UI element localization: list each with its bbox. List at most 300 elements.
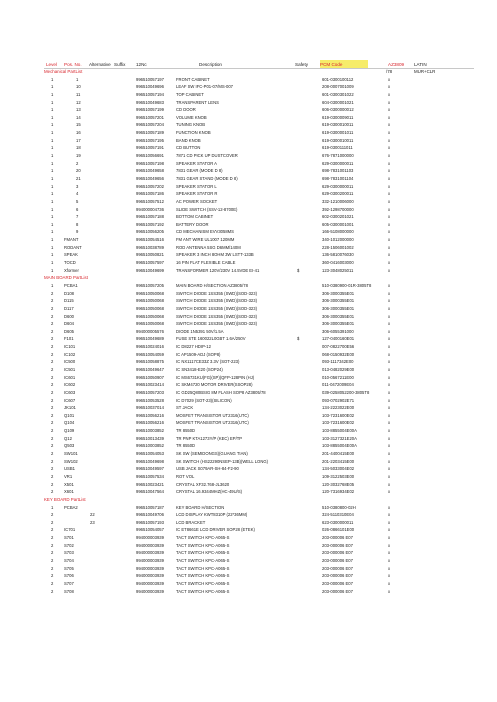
level-cell: 1 bbox=[51, 206, 54, 212]
pcm-code-cell: 360-0416003000 bbox=[322, 260, 354, 266]
mark-cell: x bbox=[388, 130, 391, 136]
description-cell: IC MS6731KU(FG)(SP)(QFP-128PIN (HJ) bbox=[176, 374, 255, 380]
table-row bbox=[0, 190, 497, 198]
table-row bbox=[0, 412, 497, 420]
description-cell: FRONT CABINET bbox=[176, 76, 210, 82]
mark-cell: x bbox=[388, 267, 391, 273]
twelvenc-cell: 996510057187 bbox=[136, 504, 164, 510]
mark-cell: x bbox=[388, 145, 391, 151]
twelvenc-cell: 996510038789 bbox=[136, 244, 164, 250]
pcm-code-cell: 306-6055391000 bbox=[322, 328, 354, 334]
mark-cell: x bbox=[388, 84, 391, 90]
mark-cell: x bbox=[388, 565, 391, 571]
pcm-code-cell: 306-3000355E01 bbox=[322, 305, 355, 311]
level-cell: 1 bbox=[51, 282, 54, 288]
table-row bbox=[0, 114, 497, 122]
level-cell: 1 bbox=[51, 198, 54, 204]
pcm-code-cell: 166-5108000000 bbox=[322, 229, 354, 235]
level-cell: 2 bbox=[51, 443, 54, 449]
pos-no-cell: 8 bbox=[76, 221, 79, 227]
level-cell: 2 bbox=[51, 512, 54, 518]
pcm-code-cell: 619-0300111011 bbox=[322, 145, 353, 151]
mark-cell: x bbox=[388, 168, 391, 174]
twelvenc-cell: 996510023421 bbox=[136, 481, 164, 487]
pcm-code-cell: 203-000006 E07 bbox=[322, 573, 353, 579]
pos-no-cell: IC500 bbox=[64, 359, 76, 365]
twelvenc-cell: 996510056216 bbox=[136, 412, 164, 418]
twelvenc-cell: 996510013439 bbox=[136, 435, 164, 441]
description-cell: TACT SWITCH KPC-A065-S bbox=[176, 580, 230, 586]
description-cell: IC AP1509-ADJ (SOP8) bbox=[176, 351, 221, 357]
table-row bbox=[0, 381, 497, 389]
twelvenc-cell: 996510057189 bbox=[136, 130, 164, 136]
level-cell: 1 bbox=[51, 237, 54, 243]
table-row bbox=[0, 549, 497, 557]
level-cell: 2 bbox=[51, 573, 54, 579]
description-cell: USB JACK S079AR-SH-84-F2-90 bbox=[176, 466, 239, 472]
pos-no-cell: SW102 bbox=[64, 458, 78, 464]
table-row bbox=[0, 335, 497, 343]
table-row bbox=[0, 236, 497, 244]
pcm-code-cell: 306-3000355E01 bbox=[322, 298, 355, 304]
level-cell: 1 bbox=[51, 84, 54, 90]
level-cell: 2 bbox=[51, 466, 54, 472]
pos-no-cell: 7 bbox=[76, 214, 79, 220]
description-cell: TOP CABINET bbox=[176, 91, 204, 97]
table-row bbox=[0, 297, 497, 305]
twelvenc-cell: 996510049683 bbox=[136, 99, 164, 105]
description-cell: CD DOOR bbox=[176, 107, 196, 113]
level-cell: 1 bbox=[51, 145, 54, 151]
level-cell: 1 bbox=[51, 260, 54, 266]
mark-cell: x bbox=[388, 183, 391, 189]
mark-cell: x bbox=[388, 489, 391, 495]
safety-cell: $ bbox=[297, 267, 300, 273]
table-row bbox=[0, 313, 497, 321]
twelvenc-cell: 994000003939 bbox=[136, 565, 164, 571]
table-row bbox=[0, 504, 497, 512]
mark-cell: x bbox=[388, 191, 391, 197]
pcm-code-cell: 228-1506001002 bbox=[322, 244, 354, 250]
pos-no-cell: IC102 bbox=[64, 351, 76, 357]
twelvenc-cell: 996510057202 bbox=[136, 183, 164, 189]
pcm-code-cell: 629-0300000011 bbox=[322, 160, 354, 166]
mark-cell: x bbox=[388, 573, 391, 579]
table-row bbox=[0, 481, 497, 489]
pos-no-cell: SW101 bbox=[64, 451, 78, 457]
pos-no-cell: 13 bbox=[76, 107, 81, 113]
header-pcm-code: PCM Code bbox=[320, 60, 368, 69]
mark-cell: x bbox=[388, 512, 391, 518]
description-cell: TUNING KNOB bbox=[176, 122, 206, 128]
twelvenc-cell: 996510057197 bbox=[136, 76, 164, 82]
pos-no-cell: Q101 bbox=[64, 412, 75, 418]
level-cell: 1 bbox=[51, 221, 54, 227]
pos-no-cell: VR1 bbox=[64, 473, 73, 479]
table-row bbox=[0, 519, 497, 527]
description-cell: BATTERY DOOR bbox=[176, 221, 209, 227]
mark-cell: x bbox=[388, 321, 391, 327]
pos-no-cell: F101 bbox=[64, 336, 74, 342]
twelvenc-cell: 996510049597 bbox=[136, 466, 164, 472]
twelvenc-cell: 996510050068 bbox=[136, 298, 164, 304]
description-cell: KEY BOARD H/SECTION bbox=[176, 504, 225, 510]
twelvenc-cell: 996510056205 bbox=[136, 229, 164, 235]
pos-no-cell: X501 bbox=[64, 481, 74, 487]
level-cell: 2 bbox=[51, 558, 54, 563]
pos-no-cell: 4 bbox=[76, 191, 79, 197]
pos-no-cell: S706 bbox=[64, 573, 74, 579]
description-cell: SK SW (SEMIDONGS)(GUANG TIAN) bbox=[176, 451, 248, 457]
mark-cell: x bbox=[388, 535, 391, 541]
table-row bbox=[0, 213, 497, 221]
pcm-code-cell: 306-3000355E01 bbox=[322, 313, 355, 319]
table-row bbox=[0, 588, 497, 596]
twelvenc-cell: 994000003939 bbox=[136, 550, 164, 556]
level-cell: 2 bbox=[51, 359, 54, 365]
twelvenc-cell: 996510057203 bbox=[136, 389, 164, 395]
table-row bbox=[0, 221, 497, 229]
description-cell: TR PNP KTA1273Y/P (KEC) EP/TP bbox=[176, 435, 243, 441]
twelvenc-cell: 994000004736 bbox=[136, 206, 164, 212]
level-cell: 2 bbox=[51, 481, 54, 487]
table-row bbox=[0, 251, 497, 259]
level-cell: 1 bbox=[51, 153, 54, 159]
mark-cell: x bbox=[388, 305, 391, 311]
pos-no-cell: D117 bbox=[64, 305, 74, 311]
twelvenc-cell: 996510050068 bbox=[136, 305, 164, 311]
table-row bbox=[0, 557, 497, 565]
table-row bbox=[0, 328, 497, 336]
description-cell: ROD ANTENNA 5SG D6MM/140M bbox=[176, 244, 241, 250]
twelvenc-cell: 996510049647 bbox=[136, 366, 164, 372]
pcm-code-cell: 698-7831001104 bbox=[322, 175, 354, 181]
twelvenc-cell: 996510057191 bbox=[136, 145, 164, 151]
mark-cell: x bbox=[388, 405, 391, 411]
pcm-code-cell: 103-8855004E00A bbox=[322, 443, 357, 449]
table-row bbox=[0, 511, 497, 519]
mark-cell: x bbox=[388, 458, 391, 464]
twelvenc-cell: 996510054057 bbox=[136, 527, 164, 533]
description-cell: 7871 CD PICK UP DUSTCOVER bbox=[176, 153, 238, 159]
mark-cell: x bbox=[388, 443, 391, 449]
mark-cell: x bbox=[388, 527, 391, 533]
description-cell: TACT SWITCH KPC-A065-S bbox=[176, 565, 230, 571]
pcm-code-cell: 605-0300001001 bbox=[322, 221, 354, 227]
pos-no-cell: 5 bbox=[76, 198, 79, 204]
twelvenc-cell: 996510003852 bbox=[136, 428, 164, 434]
mark-cell: x bbox=[388, 221, 391, 227]
mark-cell: x bbox=[388, 481, 391, 487]
level-cell: 1 bbox=[51, 91, 54, 97]
twelvenc-cell: 996510057597 bbox=[136, 260, 164, 266]
description-cell: IC GD25Q80BSIG 8M FLASH SOP8 AZ3805/78 bbox=[176, 389, 266, 395]
section-title bbox=[0, 274, 497, 282]
pcm-code-cell: 120-7316934E02 bbox=[322, 489, 355, 495]
mark-cell: x bbox=[388, 107, 391, 113]
level-cell: 2 bbox=[51, 336, 54, 342]
table-row bbox=[0, 244, 497, 252]
header-suffix: Suffix bbox=[114, 62, 126, 67]
twelvenc-cell: 996510023414 bbox=[136, 382, 164, 388]
table-row bbox=[0, 144, 497, 152]
description-cell: LCD DISPLAY KWT8310P (22*36MM) bbox=[176, 512, 248, 518]
twelvenc-cell: 996510054059 bbox=[136, 351, 164, 357]
mark-cell: x bbox=[388, 588, 391, 594]
twelvenc-cell: 996510049658 bbox=[136, 168, 164, 174]
header-latin: LATIN bbox=[414, 62, 427, 67]
description-cell: SPEAKER 3 INCH 8OHM 3W LSTT-133B bbox=[176, 252, 254, 258]
level-cell: 1 bbox=[51, 99, 54, 105]
pcm-code-cell: 601-0300100112 bbox=[322, 76, 354, 82]
twelvenc-cell: 996510057201 bbox=[136, 114, 164, 120]
twelvenc-cell: 996510057192 bbox=[136, 221, 164, 227]
twelvenc-cell: 996510049696 bbox=[136, 84, 164, 90]
pcm-code-cell: 068-0150932E00 bbox=[322, 351, 355, 357]
level-cell: 1 bbox=[51, 504, 54, 510]
level-cell: 2 bbox=[51, 458, 54, 464]
pcm-code-cell: 332-1210006000 bbox=[322, 198, 354, 204]
pcm-code-cell: 604-0300001021 bbox=[322, 99, 354, 105]
pcm-code-cell: 007-0822700E56 bbox=[322, 344, 355, 350]
level-cell: 2 bbox=[51, 366, 54, 372]
description-cell: TACT SWITCH KPC-A065-S bbox=[176, 542, 230, 548]
pos-no-cell: 6 bbox=[76, 206, 79, 212]
level-cell: 1 bbox=[51, 267, 54, 273]
description-cell: FUNCTION KNOB bbox=[176, 130, 211, 136]
pos-no-cell: 16 bbox=[76, 130, 81, 136]
description-cell: CRYSTAL XF32.768-JL3620 bbox=[176, 481, 230, 487]
description-cell: TRANSPARENT LENS bbox=[176, 99, 219, 105]
pcm-code-cell: 629-0300000011 bbox=[322, 183, 354, 189]
header-alternative: Alternative bbox=[89, 62, 111, 67]
twelvenc-cell: 994000003939 bbox=[136, 573, 164, 579]
description-cell: TACT SWITCH KPC-A065-S bbox=[176, 558, 230, 563]
description-cell: ROT VOL bbox=[176, 473, 195, 479]
table-row bbox=[0, 404, 497, 412]
pcm-code-cell: 510-0380800-02H bbox=[322, 504, 356, 510]
mark-cell: x bbox=[388, 206, 391, 212]
pos-no-cell: 2 bbox=[76, 160, 79, 166]
mark-cell: x bbox=[388, 282, 391, 288]
table-row bbox=[0, 320, 497, 328]
twelvenc-cell: 994000003939 bbox=[136, 588, 164, 594]
table-row bbox=[0, 206, 497, 214]
pos-no-cell: 11 bbox=[76, 91, 81, 97]
level-cell: 1 bbox=[51, 183, 54, 189]
table-row bbox=[0, 374, 497, 382]
pos-no-cell: IC501 bbox=[64, 366, 76, 372]
description-cell: IC SN3418-E20 (SOP24) bbox=[176, 366, 223, 372]
pcm-code-cell: 010-0567211E00 bbox=[322, 374, 354, 380]
pos-no-cell: IC101 bbox=[64, 344, 76, 350]
mark-cell: x bbox=[388, 412, 391, 418]
pos-no-cell: S704 bbox=[64, 558, 74, 563]
pos-no-cell: 21 bbox=[76, 175, 81, 181]
twelvenc-cell: 994000003939 bbox=[136, 580, 164, 586]
level-cell: 1 bbox=[51, 191, 54, 197]
level-cell: 2 bbox=[51, 313, 54, 319]
pos-no-cell: RODANT bbox=[64, 244, 82, 250]
pos-no-cell: 17 bbox=[76, 137, 81, 143]
pos-no-cell: 9 bbox=[76, 229, 79, 235]
table-row bbox=[0, 343, 497, 351]
description-cell: IC ET8661E LCD DRIVER SOP28 (ETEK) bbox=[176, 527, 255, 533]
table-row bbox=[0, 351, 497, 359]
twelvenc-cell: 996510037014 bbox=[136, 405, 164, 411]
pos-no-cell: Q12 bbox=[64, 435, 72, 441]
description-cell: TACT SWITCH KPC-A065-S bbox=[176, 588, 230, 594]
level-cell: 1 bbox=[51, 214, 54, 220]
header-safety: Safety bbox=[295, 62, 309, 67]
pcm-code-cell: 026-0866101E00 bbox=[322, 527, 355, 533]
pcm-code-cell: 201-4400415E00 bbox=[322, 451, 355, 457]
table-row bbox=[0, 565, 497, 573]
mark-cell: x bbox=[388, 389, 391, 395]
level-cell: 1 bbox=[51, 160, 54, 166]
pcm-code-cell: 103-7231600E02 bbox=[322, 420, 355, 426]
twelvenc-cell: 996510057204 bbox=[136, 122, 164, 128]
level-cell: 1 bbox=[51, 114, 54, 120]
mark-cell: x bbox=[388, 298, 391, 304]
level-cell: 2 bbox=[51, 382, 54, 388]
twelvenc-cell: 996510050068 bbox=[136, 313, 164, 319]
safety-cell: $ bbox=[297, 336, 300, 342]
level-cell: 2 bbox=[51, 420, 54, 426]
level-cell: 1 bbox=[51, 137, 54, 143]
description-cell: LEAF SW IFC-P01-07/MS-007 bbox=[176, 84, 234, 90]
pcm-code-cell: 201-2203415E00 bbox=[322, 458, 355, 464]
mark-cell: x bbox=[388, 237, 391, 243]
level-cell: 1 bbox=[51, 130, 54, 136]
level-cell: 2 bbox=[51, 298, 54, 304]
description-cell: CRYSTAL 16.9344MHZ(HC-49U/S) bbox=[176, 489, 243, 495]
mark-cell: x bbox=[388, 313, 391, 319]
section-title bbox=[0, 68, 497, 76]
mark-cell: x bbox=[388, 153, 391, 159]
description-cell: LCD BRACKET bbox=[176, 519, 206, 525]
pos-no-cell: Q104 bbox=[64, 420, 75, 426]
description-cell: 16 PIN FLAT FLEXIBLE CABLE bbox=[176, 260, 236, 266]
level-cell: 1 bbox=[51, 229, 54, 235]
mark-cell: x bbox=[388, 229, 391, 235]
level-cell: 2 bbox=[51, 473, 54, 479]
twelvenc-cell: 996510049706 bbox=[136, 512, 164, 518]
description-cell: BAND KNOB bbox=[176, 137, 201, 143]
pos-no-cell: IC701 bbox=[64, 527, 76, 533]
header-az3809: AZ3809 bbox=[388, 62, 405, 67]
table-row bbox=[0, 526, 497, 534]
description-cell: TR 8550D bbox=[176, 428, 196, 434]
twelvenc-cell: 996510056216 bbox=[136, 420, 164, 426]
mark-cell: x bbox=[388, 473, 391, 479]
pos-no-cell: 10 bbox=[76, 84, 81, 90]
pcm-code-cell: 123-3048025011 bbox=[322, 267, 354, 273]
twelvenc-cell: 996510003852 bbox=[136, 443, 164, 449]
pos-no-cell: Q109 bbox=[64, 428, 75, 434]
pcm-code-cell: 601-0300301022 bbox=[322, 91, 354, 97]
pos-no-cell: S703 bbox=[64, 550, 74, 556]
twelvenc-cell: 996510057194 bbox=[136, 91, 164, 97]
level-cell: 2 bbox=[51, 290, 54, 296]
pos-no-cell: IC601 bbox=[64, 374, 76, 380]
twelvenc-cell: 996510057193 bbox=[136, 519, 164, 525]
pcm-code-cell: 134-2223022E00 bbox=[322, 405, 355, 411]
mark-cell: x bbox=[388, 580, 391, 586]
twelvenc-cell: 996510050907 bbox=[136, 374, 164, 380]
pos-no-cell: IC603 bbox=[64, 389, 76, 395]
twelvenc-cell: 996510024016 bbox=[136, 344, 164, 350]
table-row bbox=[0, 267, 497, 275]
level-cell: 1 bbox=[51, 122, 54, 128]
twelvenc-cell: 996510057534 bbox=[136, 473, 164, 479]
pcm-code-cell: 619-0300001011 bbox=[322, 130, 354, 136]
table-row bbox=[0, 91, 497, 99]
pos-no-cell: S702 bbox=[64, 542, 74, 548]
mark-cell: x bbox=[388, 351, 391, 357]
description-cell: FM ANT WIRE UL1007 120MM bbox=[176, 237, 235, 243]
pcm-code-cell: 103-3127321E20A bbox=[322, 435, 357, 441]
header-slash78: /78 bbox=[386, 69, 393, 74]
description-cell: SLIDE SWITCH (SSV-12-8700E) bbox=[176, 206, 238, 212]
twelvenc-cell: 996510057195 bbox=[136, 137, 164, 143]
pcm-code-cell: 629-0300200011 bbox=[322, 191, 354, 197]
description-cell: SWITCH DIODE 1SS355 (SWD)(SOD-323) bbox=[176, 298, 257, 304]
pcm-code-cell: 109-3122503E00 bbox=[322, 473, 355, 479]
level-cell: 1 bbox=[51, 244, 54, 250]
mark-cell: x bbox=[388, 175, 391, 181]
description-cell: TACT SWITCH KPC-A065-S bbox=[176, 573, 230, 579]
mark-cell: x bbox=[388, 366, 391, 372]
mark-cell: x bbox=[388, 99, 391, 105]
description-cell: SWITCH DIODE 1SS355 (SWD)(SOD-323) bbox=[176, 321, 257, 327]
mark-cell: x bbox=[388, 122, 391, 128]
twelvenc-cell: 994000003939 bbox=[136, 558, 164, 563]
pos-no-cell: PCBA1 bbox=[64, 282, 78, 288]
pcm-code-cell: 619-0300010011 bbox=[322, 122, 354, 128]
mark-cell: x bbox=[388, 198, 391, 204]
level-cell: 2 bbox=[51, 344, 54, 350]
description-cell: SPEAKER STATOR A bbox=[176, 160, 217, 166]
pcm-code-cell: 039-0258052200-3805T8 bbox=[322, 389, 370, 395]
twelvenc-cell: 996510047564 bbox=[136, 489, 164, 495]
pos-no-cell: Q503 bbox=[64, 443, 75, 449]
twelvenc-cell: 996510057198 bbox=[136, 160, 164, 166]
twelvenc-cell: 996510049699 bbox=[136, 267, 164, 273]
table-row bbox=[0, 137, 497, 145]
table-row bbox=[0, 160, 497, 168]
description-cell: VOLUME KNOB bbox=[176, 114, 207, 120]
pcm-code-cell: 013-0482029E00 bbox=[322, 366, 355, 372]
level-cell: 2 bbox=[51, 519, 54, 525]
level-cell: 2 bbox=[51, 305, 54, 311]
description-cell: TR 8550D bbox=[176, 443, 196, 449]
table-row bbox=[0, 458, 497, 466]
pcm-code-cell: 203-000006 E07 bbox=[322, 542, 353, 548]
twelvenc-cell: 996510057199 bbox=[136, 107, 164, 113]
header-level: Level bbox=[46, 62, 57, 67]
twelvenc-cell: 996510056691 bbox=[136, 153, 164, 159]
level-cell: 1 bbox=[51, 252, 54, 258]
level-cell: 2 bbox=[51, 550, 54, 556]
mark-cell: x bbox=[388, 558, 391, 563]
pcm-code-cell: 698-7831001103 bbox=[322, 168, 354, 174]
pos-no-cell: JK101 bbox=[64, 405, 76, 411]
twelvenc-cell: 994000003939 bbox=[136, 542, 164, 548]
table-row bbox=[0, 450, 497, 458]
parts-table bbox=[0, 68, 497, 595]
table-row bbox=[0, 419, 497, 427]
